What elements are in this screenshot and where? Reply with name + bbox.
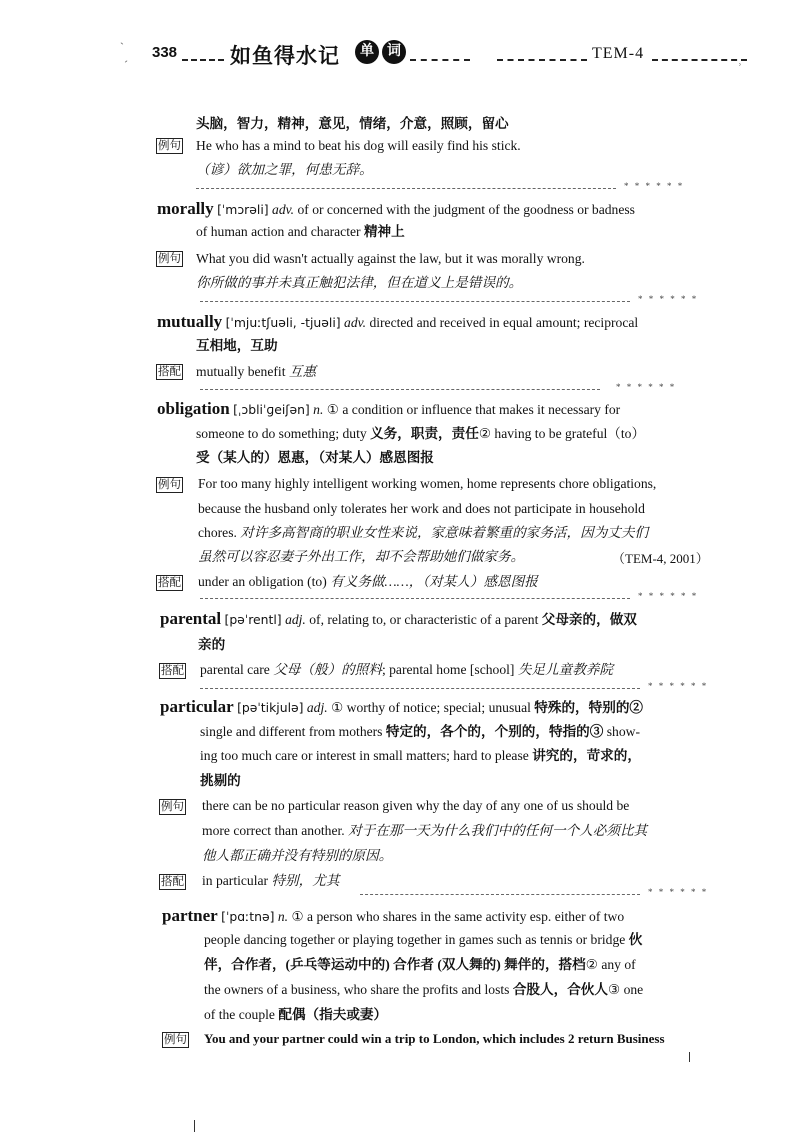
collocation-tag: 搭配: [161, 876, 184, 888]
collocation-tag: 搭配: [158, 577, 181, 589]
definition-line: 挑剔的: [200, 773, 241, 788]
definition-line: [200, 722, 640, 742]
phonetic: [ˈpɑːtnə]: [221, 909, 275, 924]
example-line: You and your partner could win a trip to London, which includes 2 return Business: [204, 1031, 665, 1046]
example-line: there can be no particular reason given why the day of any one of us should be: [202, 798, 630, 813]
example-translation: 你所做的事并未真正触犯法律，但在道义上是错误的。: [196, 275, 523, 290]
collocation-line: [196, 362, 316, 382]
separator-stars: * * * * * *: [648, 887, 709, 897]
part-of-speech: adj.: [285, 612, 306, 627]
definition-zh: 义务，职责，责任: [370, 426, 479, 441]
page-header: [152, 36, 752, 72]
definition-line: 互相地，互助: [196, 338, 278, 353]
definition-text: ③ one: [607, 982, 644, 997]
definition-text: people dancing together or playing together in games such as tennis or bridge: [204, 932, 629, 947]
part-of-speech: n.: [313, 402, 324, 417]
collocation-zh: 失足儿童教养院: [517, 662, 614, 677]
definition-zh: 讲究的，苛求的，: [532, 748, 641, 763]
collocation-zh: 互惠: [288, 364, 317, 379]
definition-text: show-: [603, 724, 640, 739]
definition-line: [204, 955, 636, 975]
example-translation: （谚）欲加之罪，何患无辞。: [196, 162, 373, 177]
entry-mutually: [157, 312, 638, 333]
entry-separator: [200, 301, 630, 302]
collocation-tag: 搭配: [161, 665, 184, 677]
header-dash-right1: [497, 59, 587, 61]
example-translation: 对于在那一天为什么我们中的任何一个人必须比其: [348, 823, 648, 838]
separator-stars: * * * * * *: [624, 181, 685, 191]
scan-mark: [689, 1052, 690, 1062]
entry-separator: [360, 894, 640, 895]
book-title: 如鱼得水记: [230, 44, 340, 68]
entry-morally: [157, 199, 635, 220]
part-of-speech: n.: [277, 909, 289, 924]
separator-stars: * * * * * *: [638, 591, 699, 601]
definition-text: single and different from mothers: [200, 724, 386, 739]
definition-zh: 伴，合作者，(乒乓等运动中的) 合作者 (双人舞的) 舞伴的，搭档: [204, 957, 586, 972]
scan-speck: ˊ: [124, 58, 128, 72]
scan-speck: ˋ: [120, 40, 124, 54]
definition-zh: 合股人，合伙人: [512, 982, 608, 997]
separator-stars: * * * * * *: [616, 382, 677, 392]
example-translation: 对许多高智商的职业女性来说，家意味着繁重的家务活，因为丈夫们: [240, 525, 649, 540]
headword: morally: [157, 199, 214, 218]
example-line: [198, 523, 648, 543]
separator-stars: * * * * * *: [638, 294, 699, 304]
header-dash-mid: [410, 59, 470, 61]
scan-speck: ⸒: [738, 52, 742, 66]
part-of-speech: adv.: [344, 315, 367, 330]
definition-line: 亲的: [198, 637, 226, 652]
entry-separator: [196, 188, 616, 189]
headword: obligation: [157, 399, 230, 418]
definition-text: the owners of a business, who share the profits and losts: [204, 982, 513, 997]
headword: particular: [160, 697, 234, 716]
definition-zh: 父母亲的，做双: [541, 612, 637, 627]
example-line: [202, 821, 647, 841]
collocation-line: [202, 871, 339, 891]
entry-separator: [200, 389, 600, 390]
example-line: What you did wasn't actually against the law, but it was morally wrong.: [196, 251, 585, 266]
definition-text: ing too much care or interest in small matters; hard to please: [200, 748, 533, 763]
definition-text: ② any of: [585, 957, 636, 972]
entry-separator: [200, 688, 640, 689]
definition: of or concerned with the judgment of the goodness or badness: [297, 202, 635, 217]
definition-line: [196, 222, 405, 242]
example-translation: 他人都正确并没有特别的原因。: [202, 848, 393, 863]
definition: ① a condition or influence that makes it necessary for: [326, 402, 621, 417]
example-tag: 例句: [164, 1034, 187, 1046]
definition-line: [204, 1005, 387, 1025]
example-tag: 例句: [158, 140, 181, 152]
collocation-text: under an obligation (to): [198, 574, 331, 589]
definition-line: [204, 980, 643, 1000]
example-text: chores.: [198, 525, 241, 540]
phonetic: [ˌɔbliˈɡeiʃən]: [233, 402, 310, 417]
definition-text: of human action and character: [196, 224, 364, 239]
definition: ① a person who shares in the same activity esp. either of two: [291, 909, 625, 924]
example-tag: 例句: [158, 479, 181, 491]
collocation-text: ; parental home [school]: [381, 662, 518, 677]
collocation-zh: 特别，尤其: [271, 873, 340, 888]
entry-particular: [160, 697, 643, 718]
example-tag: 例句: [158, 253, 181, 265]
badge-ci: 词: [382, 40, 406, 64]
entry-parental: [160, 609, 637, 630]
collocation-text: parental care: [200, 662, 274, 677]
phonetic: [pəˈrentl]: [224, 612, 282, 627]
page-number: 338: [152, 44, 178, 61]
example-translation: 虽然可以容忍妻子外出工作，却不会帮助她们做家务。: [198, 549, 525, 564]
header-dash-left: [182, 59, 224, 61]
part-of-speech: adv.: [272, 202, 295, 217]
separator-stars: * * * * * *: [648, 681, 709, 691]
definition-zh: 特定的，各个的，个别的，特指的③: [385, 724, 604, 739]
section-label: TEM-4: [592, 45, 645, 62]
definition: directed and received in equal amount; reciprocal: [369, 315, 639, 330]
headword: partner: [162, 906, 218, 925]
definition-line: [200, 746, 641, 766]
definition-text: of the couple: [204, 1007, 279, 1022]
example-line: He who has a mind to beat his dog will easily find his stick.: [196, 138, 521, 153]
badge-dan: 单: [355, 40, 379, 64]
definition-zh: 伙: [628, 932, 643, 947]
collocation-tag: 搭配: [158, 366, 181, 378]
source-citation: （TEM-4, 2001）: [612, 551, 709, 566]
definition-zh: 配偶（指夫或妻）: [278, 1007, 388, 1022]
definition-text: someone to do something; duty: [196, 426, 371, 441]
scan-mark: [194, 1120, 195, 1132]
example-text: more correct than another.: [202, 823, 349, 838]
definition-line: 头脑，智力，精神，意见，情绪，介意，照顾，留心: [196, 116, 509, 131]
phonetic: [pəˈtikjulə]: [237, 700, 304, 715]
definition-zh: 精神上: [363, 224, 405, 239]
collocation-text: mutually benefit: [196, 364, 289, 379]
part-of-speech: adj.: [306, 700, 328, 715]
definition-line: 受（某人的）恩惠，（对某人）感恩图报: [196, 450, 434, 465]
collocation-zh: 父母（般）的照料: [273, 662, 382, 677]
definition: ① worthy of notice; special; unusual: [331, 700, 535, 715]
example-line: because the husband only tolerates her work and does not participate in household: [198, 501, 645, 516]
example-tag: 例句: [161, 801, 184, 813]
headword: parental: [160, 609, 222, 628]
collocation-line: [198, 572, 538, 592]
header-dash-right2: [652, 59, 747, 61]
entry-obligation: [157, 399, 620, 420]
entry-separator: [200, 598, 630, 599]
definition-line: [204, 930, 642, 950]
entry-partner: [162, 906, 624, 927]
collocation-line: [200, 660, 613, 680]
definition-line: [196, 424, 645, 444]
phonetic: [ˈmjuːtʃuəli, -tjuəli]: [225, 315, 341, 330]
definition-text: ② having to be grateful（to）: [478, 426, 646, 441]
definition: of, relating to, or characteristic of a parent: [309, 612, 542, 627]
definition-zh: 特殊的，特别的②: [534, 700, 644, 715]
collocation-text: in particular: [202, 873, 272, 888]
example-line: For too many highly intelligent working women, home represents chore obligations,: [198, 476, 657, 491]
collocation-zh: 有义务做……，（对某人）感恩图报: [330, 574, 538, 589]
phonetic: [ˈmɔrəli]: [217, 202, 269, 217]
headword: mutually: [157, 312, 223, 331]
